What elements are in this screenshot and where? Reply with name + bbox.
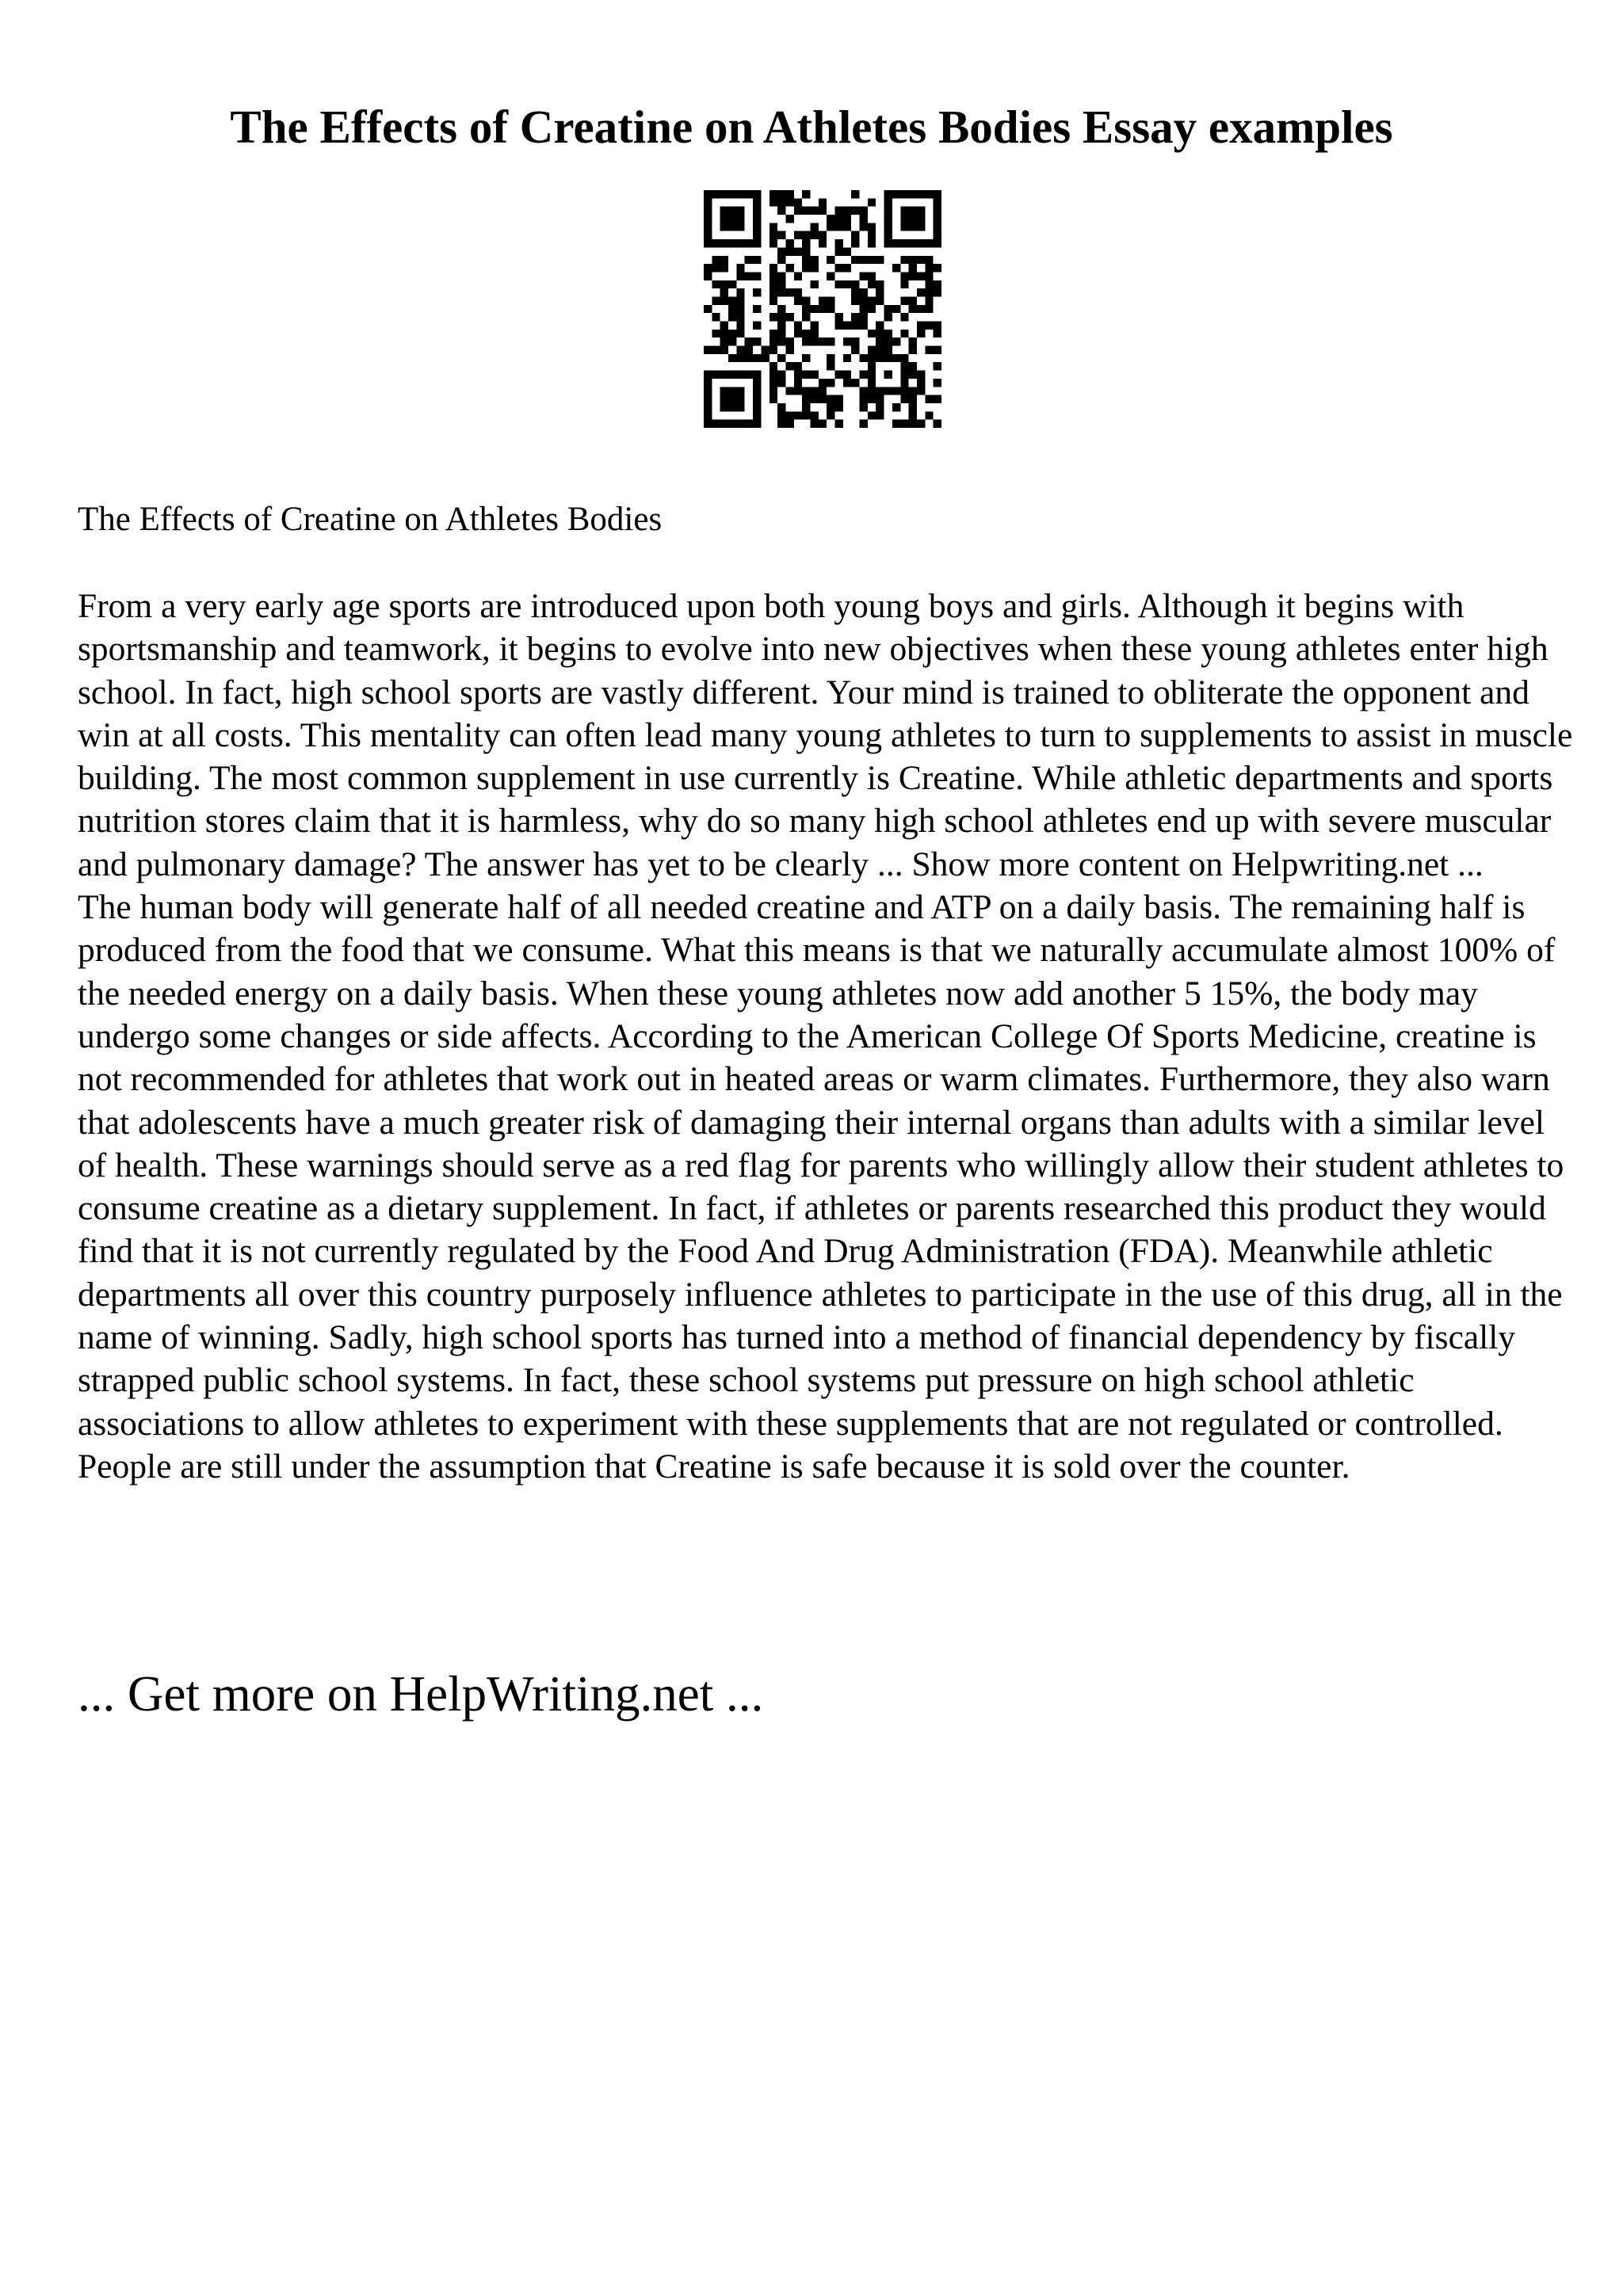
essay-body — [78, 585, 1575, 1488]
qr-code-icon — [704, 190, 941, 428]
paragraph-main: The human body will generate half of all needed creatine and ATP on a daily basis. The remaining half is produced from the food that we consume. What this means is that we naturally accumulate almost 100% of the needed energy on a daily basis. When these young athletes now add another 5 15%, the body may undergo some changes or side affects. According to the American College Of Sports Medicine, creatine is not recommended for athletes that work out in heated areas or warm climates. Furthermore, they also warn that adolescents have a much greater risk of damaging their internal organs than adults with a similar level of health. These warnings should serve as a red flag for parents who willingly allow their student athletes to consume creatine as a dietary supplement. In fact, if athletes or parents researched this product they would find that it is not currently regulated by the Food And Drug Administration (FDA). Meanwhile athletic departments all over this country purposely influence athletes to participate in the use of this drug, all in the name of winning. Sadly, high school sports has turned into a method of financial dependency by fiscally strapped public school systems. In fact, these school systems put pressure on high school athletic associations to allow athletes to experiment with these supplements that are not regulated or controlled. People are still under the assumption that Creatine is safe because it is sold over the counter. — [78, 888, 1564, 1486]
page-title: The Effects of Creatine on Athletes Bodies Essay examples — [230, 101, 1393, 153]
paragraph-intro: From a very early age sports are introduced upon both young boys and girls. Although it begins with sportsmanship and teamwork, it begins to evolve into new objectives when these young athletes enter high school. In fact, high school sports are vastly different. Your mind is trained to obliterate the opponent and win at all costs. This mentality can often lead many young athletes to turn to supplements to assist in muscle building. The most common supplement in use currently is Creatine. While athletic departments and sports nutrition stores claim that it is harmless, why do so many high school athletes end up with severe muscular and pulmonary damage? The answer has yet to be clearly ... Show more content on Helpwriting.net ... — [78, 587, 1573, 883]
get-more-link[interactable]: ... Get more on HelpWriting.net ... — [78, 1666, 764, 1722]
essay-subheading: The Effects of Creatine on Athletes Bodies — [78, 501, 663, 538]
